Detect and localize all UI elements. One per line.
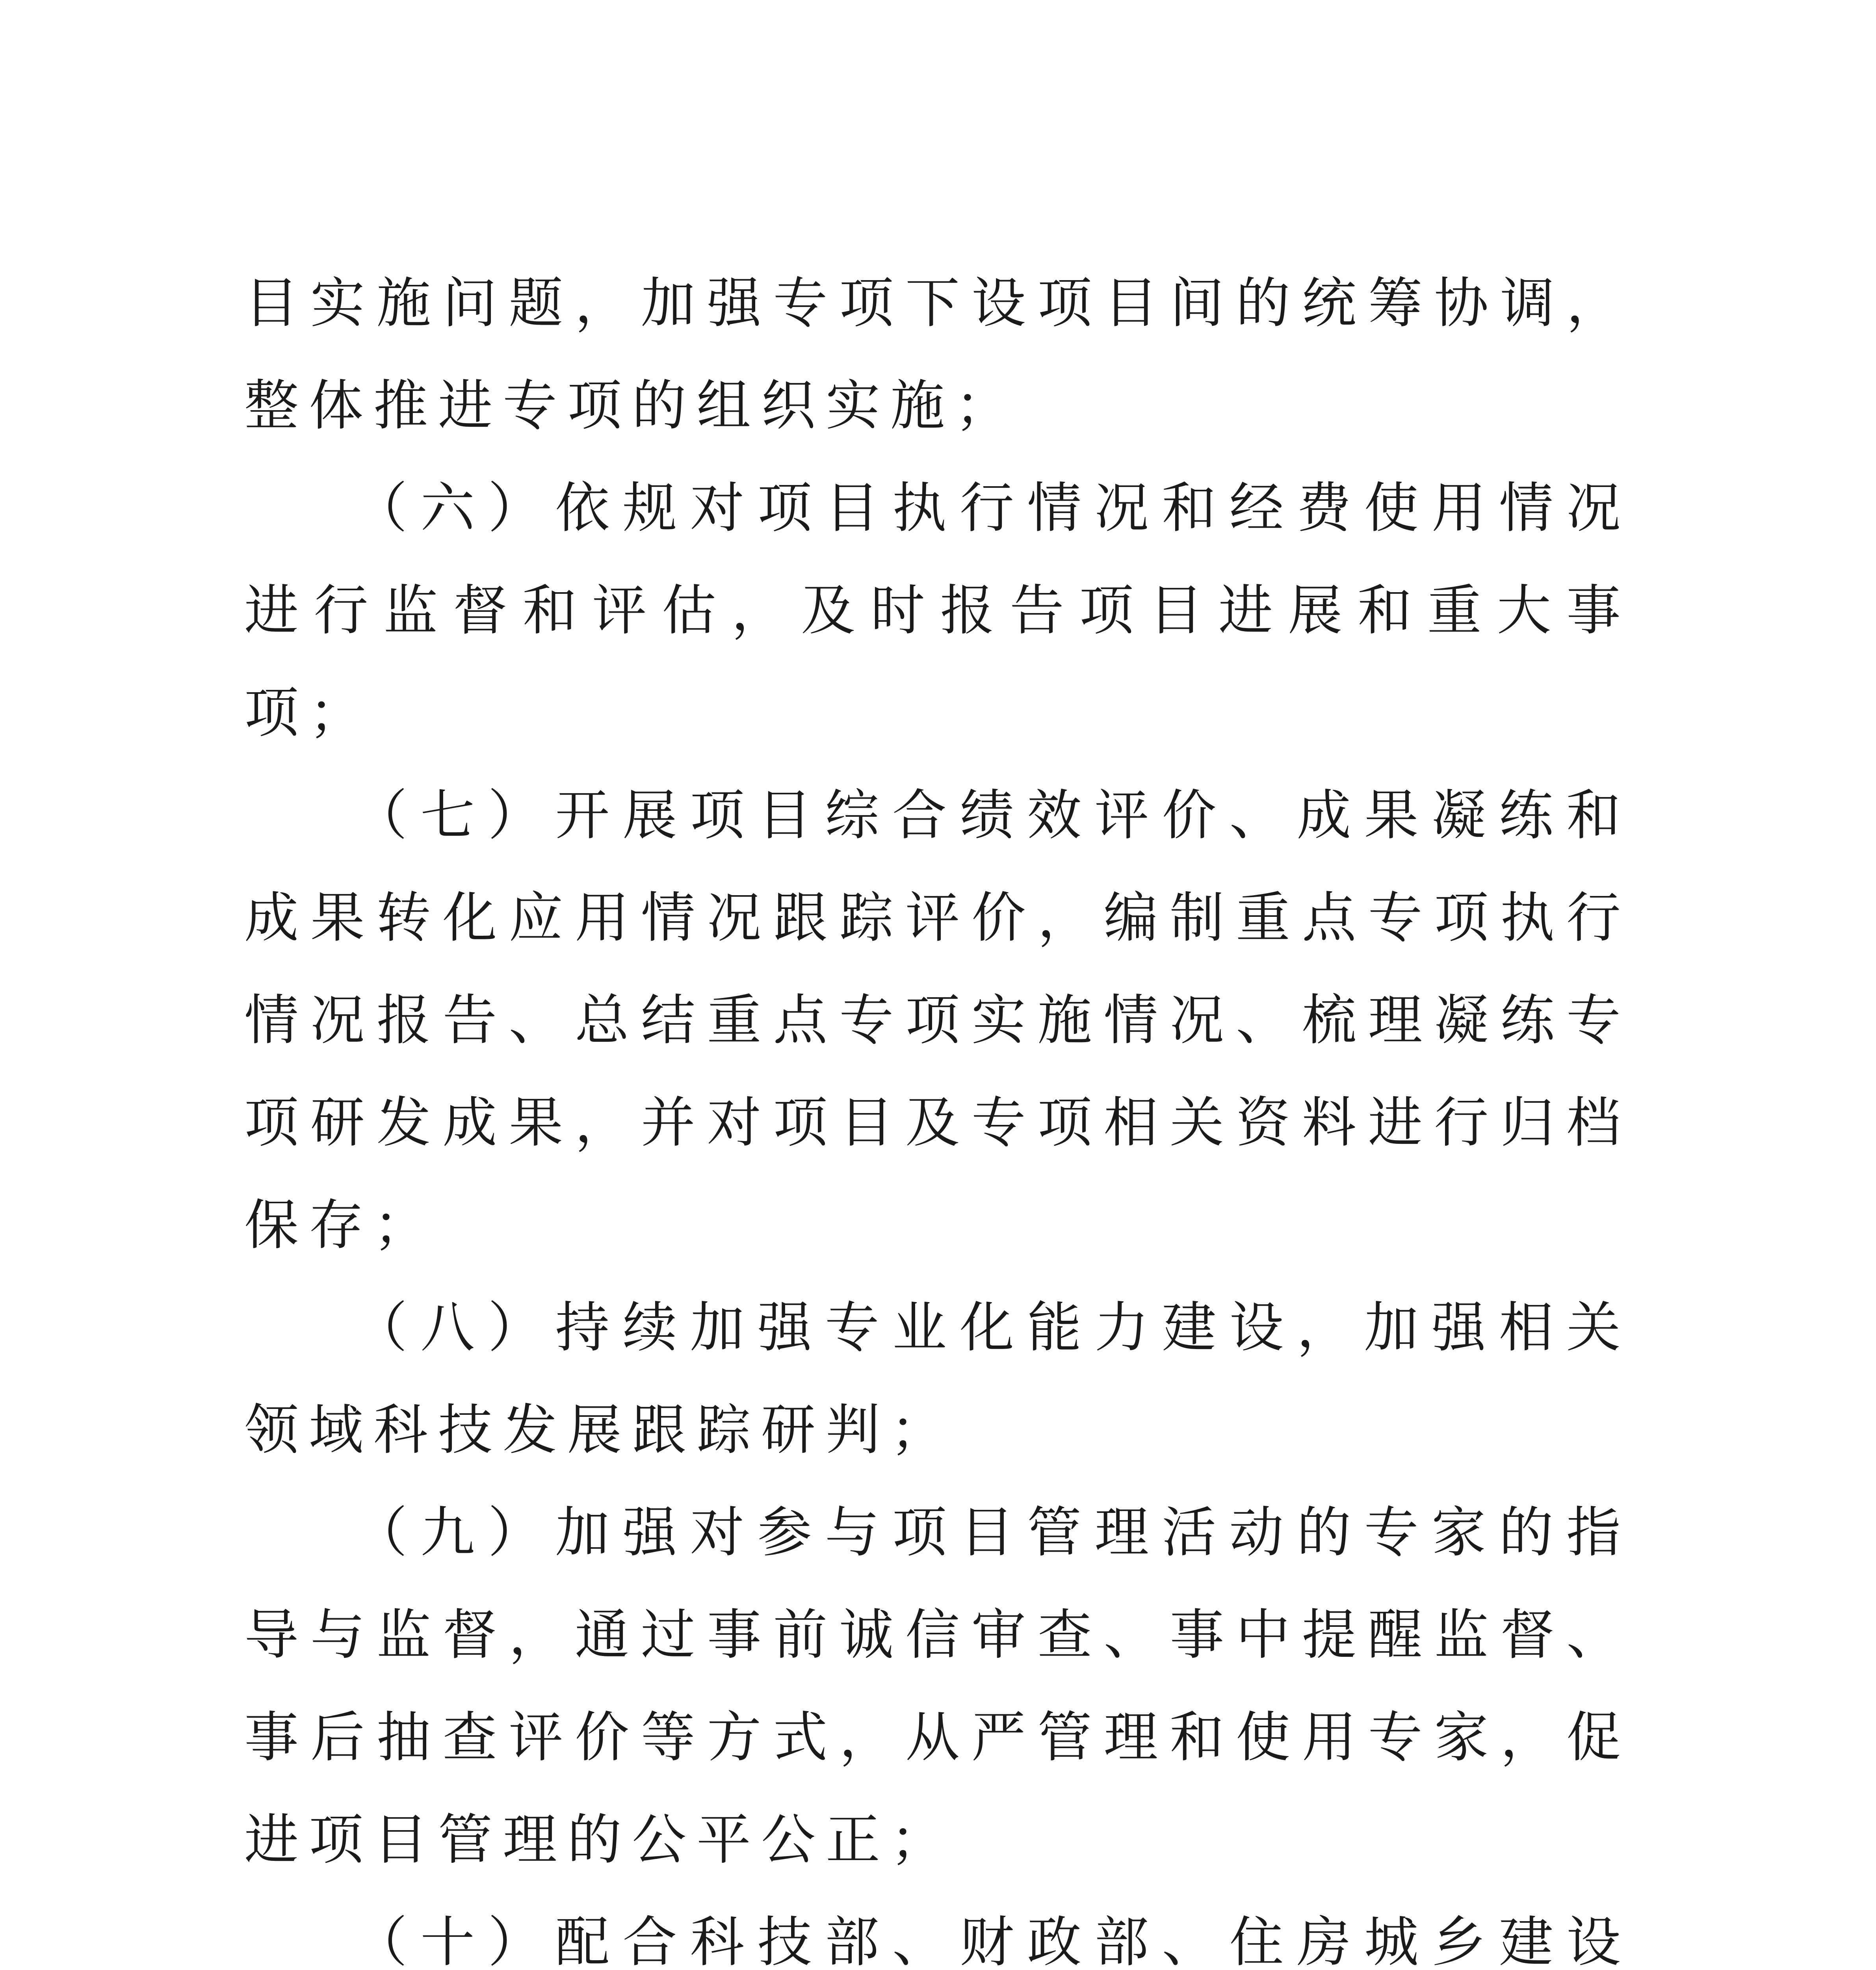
paragraph-item-9: （九）加强对参与项目管理活动的专家的指导与监督，通过事前诚信审查、事中提醒监督、事后抽查评价等方式，从严管理和使用专家，促进项目管理的公平公正； <box>244 1501 1631 1872</box>
paragraph-item-6: （六）依规对项目执行情况和经费使用情况进行监督和评估，及时报告项目进展和重大事项； <box>244 476 1631 745</box>
document-body <box>244 252 1631 1970</box>
paragraph-item-10: （十）配合科技部、财政部、住房城乡建设 <box>353 1911 1631 1970</box>
paragraph-item-8: （八）持续加强专业化能力建设，加强相关领域科技发展跟踪研判； <box>244 1296 1631 1462</box>
paragraph-item-7: （七）开展项目综合绩效评价、成果凝练和成果转化应用情况跟踪评价，编制重点专项执行情况报告、总结重点专项实施情况、梳理凝练专项研发成果，并对项目及专项相关资料进行归档保存； <box>244 784 1631 1257</box>
paragraph-continuation: 目实施问题，加强专项下设项目间的统筹协调，整体推进专项的组织实施； <box>244 271 1631 437</box>
